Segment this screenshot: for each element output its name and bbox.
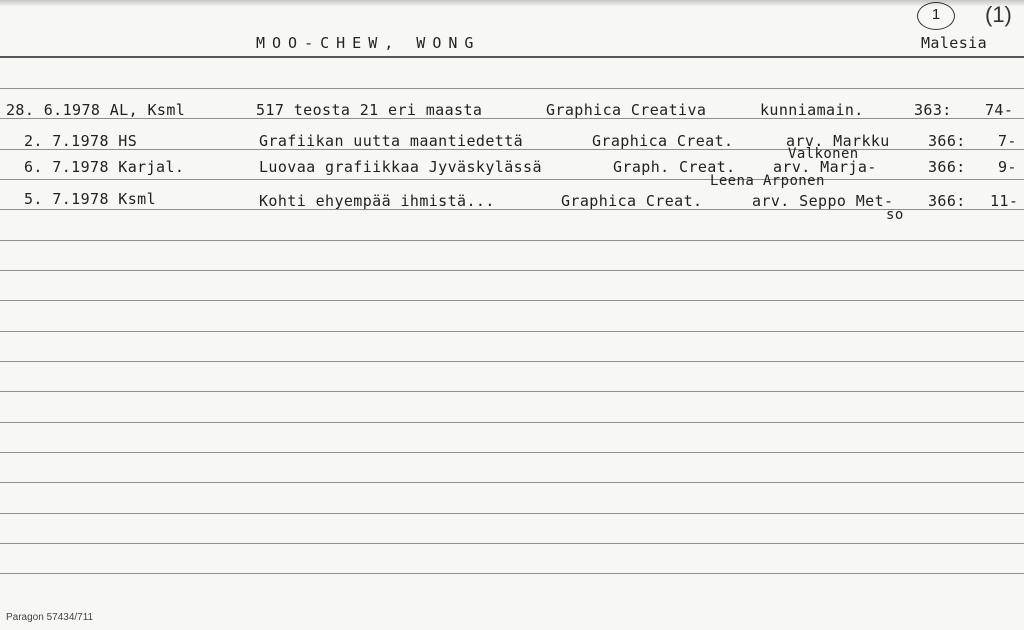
person-name: MOO-CHEW, WONG: [256, 34, 481, 52]
entry-title: Luovaa grafiikkaa Jyväskylässä: [259, 158, 542, 176]
entry-ref: 363:: [914, 101, 952, 119]
entry-ref: 366:: [928, 158, 966, 176]
ruled-line: [0, 391, 1024, 392]
card-top-edge: [0, 0, 1024, 6]
ruled-line: [0, 300, 1024, 301]
bracketed-number-mark: (1): [985, 2, 1012, 27]
entry-page: 74-: [985, 101, 1014, 119]
entry-date: 5. 7.1978 Ksml: [24, 190, 157, 208]
ruled-line: [0, 452, 1024, 453]
entry-venue: Graphica Creat.: [592, 132, 734, 150]
card-footer-print: Paragon 57434/711: [6, 612, 94, 623]
entry-date: 6. 7.1978 Karjal.: [24, 158, 185, 176]
entry-title: Kohti ehyempää ihmistä...: [259, 192, 495, 210]
entry-venue: Graphica Creat.: [561, 192, 703, 210]
ruled-line: [0, 422, 1024, 423]
entry-venue: Graphica Creativa: [546, 101, 707, 119]
ruled-line: [0, 331, 1024, 332]
entry-ref: 366:: [928, 132, 966, 150]
entry-note-continued: Valkonen: [788, 146, 859, 162]
ruled-line: [0, 179, 1024, 180]
ruled-line: [0, 240, 1024, 241]
entry-venue: Graph. Creat.: [613, 158, 736, 176]
circled-number-mark: 1: [917, 2, 955, 30]
entry-ref: 366:: [928, 192, 966, 210]
entry-note: arv. Markku: [786, 132, 890, 150]
ruled-line: [0, 270, 1024, 271]
entry-title: Grafiikan uutta maantiedettä: [259, 132, 524, 150]
entry-note-continued: so: [886, 207, 904, 223]
entry-date: 2. 7.1978 HS: [24, 132, 138, 150]
entry-note: arv. Marja-: [773, 158, 877, 176]
entry-title: 517 teosta 21 eri maasta: [256, 101, 483, 119]
ruled-line: [0, 88, 1024, 89]
entry-note: arv. Seppo Met-: [752, 192, 894, 210]
ruled-line: [0, 361, 1024, 362]
entry-note: kunniamain.: [760, 101, 864, 119]
entry-page: 11-: [990, 192, 1019, 210]
header-rule: [0, 56, 1024, 58]
ruled-line: [0, 513, 1024, 514]
country-label: Malesia: [921, 34, 988, 52]
entry-note-continued: Leena Arponen: [710, 173, 825, 189]
ruled-line: [0, 543, 1024, 544]
entry-page: 9-: [998, 158, 1017, 176]
ruled-line: [0, 573, 1024, 574]
entry-page: 7-: [998, 132, 1017, 150]
ruled-line: [0, 482, 1024, 483]
entry-date: 28. 6.1978 AL, Ksml: [6, 101, 186, 119]
